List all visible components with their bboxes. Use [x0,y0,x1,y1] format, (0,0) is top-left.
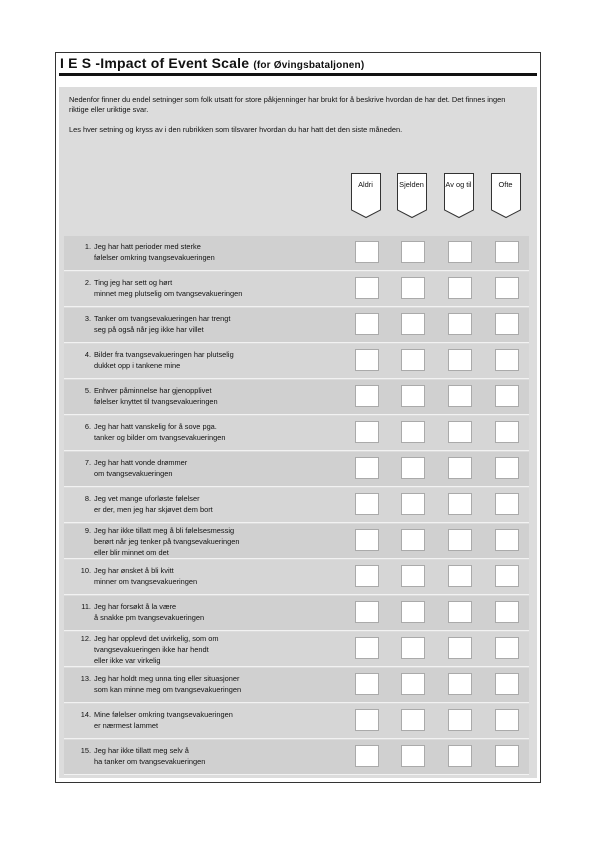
question-line: Mine følelser omkring tvangsevakueringen [94,710,233,719]
question-number: 3. [84,314,91,323]
question-row [64,596,529,631]
question-line: om tvangsevakueringen [94,469,173,478]
answer-box-sjelden[interactable] [401,709,425,731]
question-line: eller blir minnet om det [94,548,169,557]
answer-box-aldri[interactable] [355,241,379,263]
answer-box-aldri[interactable] [355,709,379,731]
question-text [77,385,218,407]
question-row [64,236,529,271]
question-text [77,745,205,767]
answer-box-aldri[interactable] [355,421,379,443]
answer-box-sjelden[interactable] [401,565,425,587]
column-header-label: Av og til [445,180,472,189]
question-row [64,740,529,775]
question-row [64,344,529,379]
question-number: 4. [84,350,91,359]
answer-box-av-og-til[interactable] [448,529,472,551]
answer-box-av-og-til[interactable] [448,637,472,659]
column-header-label: Ofte [498,180,513,189]
question-row [64,380,529,415]
question-line: Jeg har opplevd det uvirkelig, som om [94,634,219,643]
answer-box-av-og-til[interactable] [448,457,472,479]
question-line: ha tanker om tvangsevakueringen [94,757,206,766]
question-row [64,560,529,595]
question-line: Jeg har hatt perioder med sterke [94,242,201,251]
question-row [64,272,529,307]
answer-box-av-og-til[interactable] [448,313,472,335]
questionnaire-panel [59,87,537,778]
answer-box-aldri[interactable] [355,529,379,551]
answer-box-sjelden[interactable] [401,745,425,767]
question-line: tanker og bilder om tvangsevakueringen [94,433,226,442]
column-headers [59,173,537,223]
question-number: 10. [80,566,91,575]
answer-box-ofte[interactable] [495,637,519,659]
question-number: 11. [81,602,91,611]
question-row [64,668,529,703]
answer-box-aldri[interactable] [355,313,379,335]
question-line: eller ikke var virkelig [94,656,161,665]
question-line: følelser omkring tvangsevakueringen [94,253,215,262]
question-number: 14. [80,710,91,719]
question-line: Jeg har holdt meg unna ting eller situasjoner [94,674,240,683]
question-line: dukket opp i tankene mine [94,361,181,370]
answer-box-sjelden[interactable] [401,457,425,479]
question-text [77,633,218,666]
question-number: 9. [84,526,91,535]
question-line: tvangsevakueringen ikke har hendt [94,645,209,654]
answer-box-sjelden[interactable] [401,241,425,263]
instructions-p2: Les hver setning og kryss av i den rubrikken som tilsvarer hvordan du har hatt det den siste måneden. [69,125,403,134]
answer-box-av-og-til[interactable] [448,709,472,731]
answer-box-av-og-til[interactable] [448,673,472,695]
answer-box-ofte[interactable] [495,457,519,479]
question-row [64,524,529,559]
question-line: Bilder fra tvangsevakueringen har plutselig [94,350,234,359]
column-header-aldri [351,173,380,217]
question-line: Jeg har hatt vanskelig for å sove pga. [94,422,217,431]
answer-box-ofte[interactable] [495,385,519,407]
answer-box-ofte[interactable] [495,745,519,767]
answer-box-aldri[interactable] [355,349,379,371]
column-header-sjelden [397,173,426,217]
question-text [77,241,215,263]
question-row [64,632,529,667]
question-line: Jeg har ønsket å bli kvitt [94,566,174,575]
answer-box-av-og-til[interactable] [448,565,472,587]
answer-box-sjelden[interactable] [401,421,425,443]
question-text [77,421,225,443]
question-line: Jeg har hatt vonde drømmer [94,458,188,467]
title-rule [59,73,537,76]
ies-form [55,52,541,783]
answer-box-sjelden[interactable] [401,637,425,659]
answer-box-aldri[interactable] [355,637,379,659]
answer-box-aldri[interactable] [355,565,379,587]
answer-box-ofte[interactable] [495,601,519,623]
answer-box-ofte[interactable] [495,529,519,551]
answer-box-sjelden[interactable] [401,313,425,335]
column-header-ofte [491,173,520,217]
answer-box-av-og-til[interactable] [448,601,472,623]
question-number: 5. [84,386,91,395]
question-line: Ting jeg har sett og hørt [94,278,173,287]
answer-box-sjelden[interactable] [401,277,425,299]
answer-box-av-og-til[interactable] [448,241,472,263]
question-line: følelser knyttet til tvangsevakueringen [94,397,218,406]
answer-box-sjelden[interactable] [401,529,425,551]
question-row [64,308,529,343]
answer-box-ofte[interactable] [495,277,519,299]
answer-box-ofte[interactable] [495,565,519,587]
answer-box-av-og-til[interactable] [448,385,472,407]
column-header-label: Sjelden [399,180,424,189]
answer-box-ofte[interactable] [495,241,519,263]
answer-box-av-og-til[interactable] [448,745,472,767]
column-header-av-og-til [444,173,473,217]
question-line: Tanker om tvangsevakueringen har trengt [94,314,231,323]
question-line: Enhver påminnelse har gjenopplivet [94,386,212,395]
question-line: minnet meg plutselig om tvangsevakueringen [94,289,243,298]
question-line: berørt når jeg tenker på tvangsevakueringen [94,537,240,546]
answer-box-av-og-til[interactable] [448,349,472,371]
question-line: som kan minne meg om tvangsevakueringen [94,685,242,694]
question-line: seg på også når jeg ikke har villet [94,325,204,334]
question-text [77,493,213,515]
answer-box-ofte[interactable] [495,673,519,695]
question-number: 8. [84,494,91,503]
form-title-sub: (for Øvingsbataljonen) [253,60,365,71]
question-number: 2. [84,278,91,287]
question-text [77,673,241,695]
question-text [77,349,234,371]
answer-box-ofte[interactable] [495,313,519,335]
answer-box-sjelden[interactable] [401,601,425,623]
question-line: Jeg har forsøkt å la være [94,602,177,611]
question-text [77,313,230,335]
instructions-p1: Nedenfor finner du endel setninger som folk utsatt for store påkjenninger har brukt for å beskrive hvordan de har det. Det finnes ingen riktige eller uriktige svar. [69,95,506,114]
answer-box-ofte[interactable] [495,493,519,515]
answer-box-aldri[interactable] [355,673,379,695]
question-text [77,601,204,623]
answer-box-sjelden[interactable] [401,493,425,515]
question-number: 6. [84,422,91,431]
question-number: 1. [84,242,91,251]
answer-box-aldri[interactable] [355,277,379,299]
answer-box-aldri[interactable] [355,745,379,767]
answer-box-ofte[interactable] [495,709,519,731]
question-text [77,457,187,479]
question-row [64,452,529,487]
answer-box-ofte[interactable] [495,349,519,371]
question-line: er nærmest lammet [94,721,159,730]
question-row [64,488,529,523]
question-row [64,704,529,739]
question-text [77,709,233,731]
question-text [77,277,242,299]
answer-box-sjelden[interactable] [401,673,425,695]
answer-box-sjelden[interactable] [401,349,425,371]
instructions [69,95,523,145]
question-text [77,525,239,558]
question-line: Jeg vet mange uforløste følelser [94,494,200,503]
question-text [77,565,197,587]
answer-box-aldri[interactable] [355,385,379,407]
answer-box-av-og-til[interactable] [448,493,472,515]
answer-box-aldri[interactable] [355,457,379,479]
form-title-main: I E S -Impact of Event Scale [60,55,250,71]
question-row [64,416,529,451]
answer-box-aldri[interactable] [355,601,379,623]
question-line: er der, men jeg har skjøvet dem bort [94,505,213,514]
question-number: 15. [80,746,91,755]
answer-box-av-og-til[interactable] [448,277,472,299]
question-line: Jeg har ikke tillatt meg selv å [94,746,189,755]
question-number: 12. [80,634,91,643]
question-number: 13. [80,674,91,683]
answer-box-aldri[interactable] [355,493,379,515]
answer-box-sjelden[interactable] [401,385,425,407]
question-line: minner om tvangsevakueringen [94,577,198,586]
question-line: å snakke pm tvangsevakueringen [94,613,205,622]
answer-box-ofte[interactable] [495,421,519,443]
question-line: Jeg har ikke tillatt meg å bli følelsesmessig [94,526,235,535]
column-header-label: Aldri [358,180,373,189]
answer-box-av-og-til[interactable] [448,421,472,443]
question-number: 7. [84,458,91,467]
form-title [60,55,364,71]
